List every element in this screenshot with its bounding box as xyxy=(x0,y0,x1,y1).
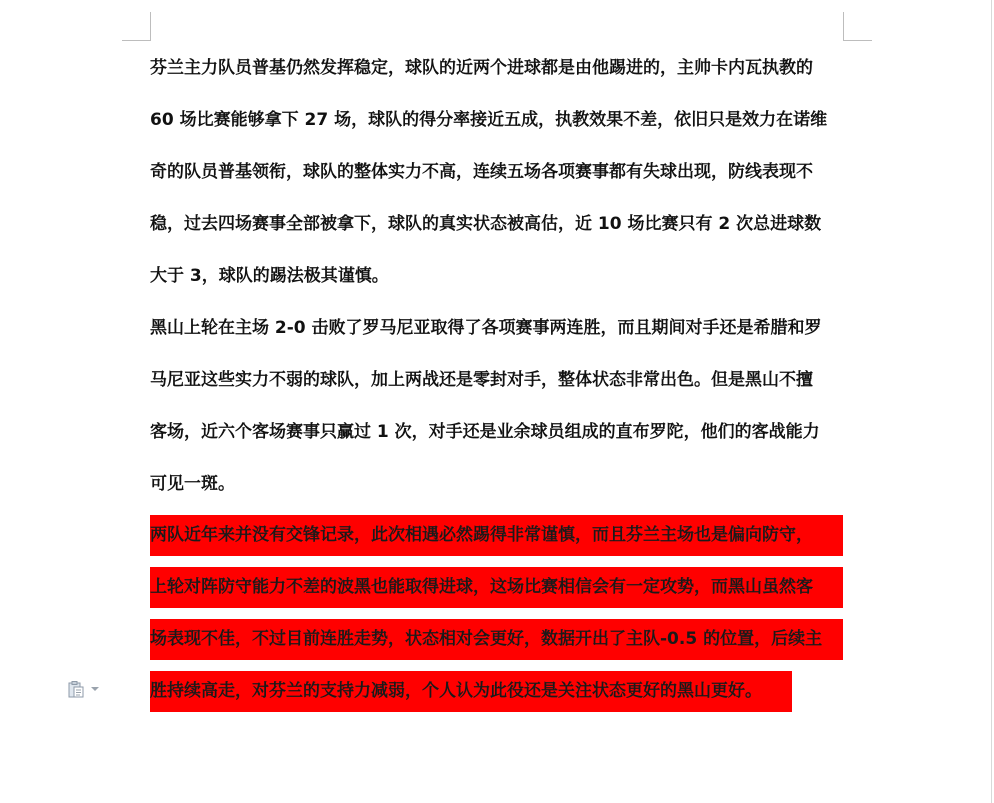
highlighted-text: 两队近年来并没有交锋记录，此次相遇必然踢得非常谨慎，而且芬兰主场也是偏向防守， xyxy=(150,515,843,556)
document-body[interactable] xyxy=(150,42,850,718)
highlighted-line xyxy=(150,666,850,718)
chevron-down-icon[interactable] xyxy=(91,687,99,691)
text-line: 黑山上轮在主场 2-0 击败了罗马尼亚取得了各项赛事两连胜，而且期间对手还是希腊和罗 xyxy=(150,318,822,338)
highlighted-text: 上轮对阵防守能力不差的波黑也能取得进球，这场比赛相信会有一定攻势，而黑山虽然客 xyxy=(150,567,843,608)
highlighted-line xyxy=(150,614,850,666)
paste-options-button[interactable] xyxy=(68,681,102,699)
page-right-edge xyxy=(991,0,992,803)
text-line: 大于 3，球队的踢法极其谨慎。 xyxy=(150,266,389,286)
margin-corner-top-left xyxy=(122,12,151,41)
text-line: 稳，过去四场赛事全部被拿下，球队的真实状态被高估，近 10 场比赛只有 2 次总进球数 xyxy=(150,214,822,234)
text-line: 马尼亚这些实力不弱的球队，加上两战还是零封对手，整体状态非常出色。但是黑山不擅 xyxy=(150,370,813,390)
text-line: 芬兰主力队员普基仍然发挥稳定，球队的近两个进球都是由他踢进的，主帅卡内瓦执教的 xyxy=(150,58,813,78)
highlighted-text: 场表现不佳，不过目前连胜走势，状态相对会更好，数据开出了主队-0.5 的位置，后续主 xyxy=(150,619,843,660)
highlighted-line xyxy=(150,510,850,562)
paragraph-prediction-highlighted xyxy=(150,510,850,718)
text-line: 可见一斑。 xyxy=(150,474,235,494)
highlighted-text: 胜持续高走，对芬兰的支持力减弱，个人认为此役还是关注状态更好的黑山更好。 xyxy=(150,671,792,712)
paragraph-montenegro xyxy=(150,302,850,510)
paragraph-finland xyxy=(150,42,850,302)
text-line: 60 场比赛能够拿下 27 场，球队的得分率接近五成，执教效果不差，依旧只是效力在诺维 xyxy=(150,110,828,130)
paste-clipboard-icon xyxy=(68,681,84,698)
highlighted-line xyxy=(150,562,850,614)
text-line: 奇的队员普基领衔，球队的整体实力不高，连续五场各项赛事都有失球出现，防线表现不 xyxy=(150,162,813,182)
text-line: 客场，近六个客场赛事只赢过 1 次，对手还是业余球员组成的直布罗陀，他们的客战能力 xyxy=(150,422,820,442)
margin-corner-top-right xyxy=(843,12,872,41)
